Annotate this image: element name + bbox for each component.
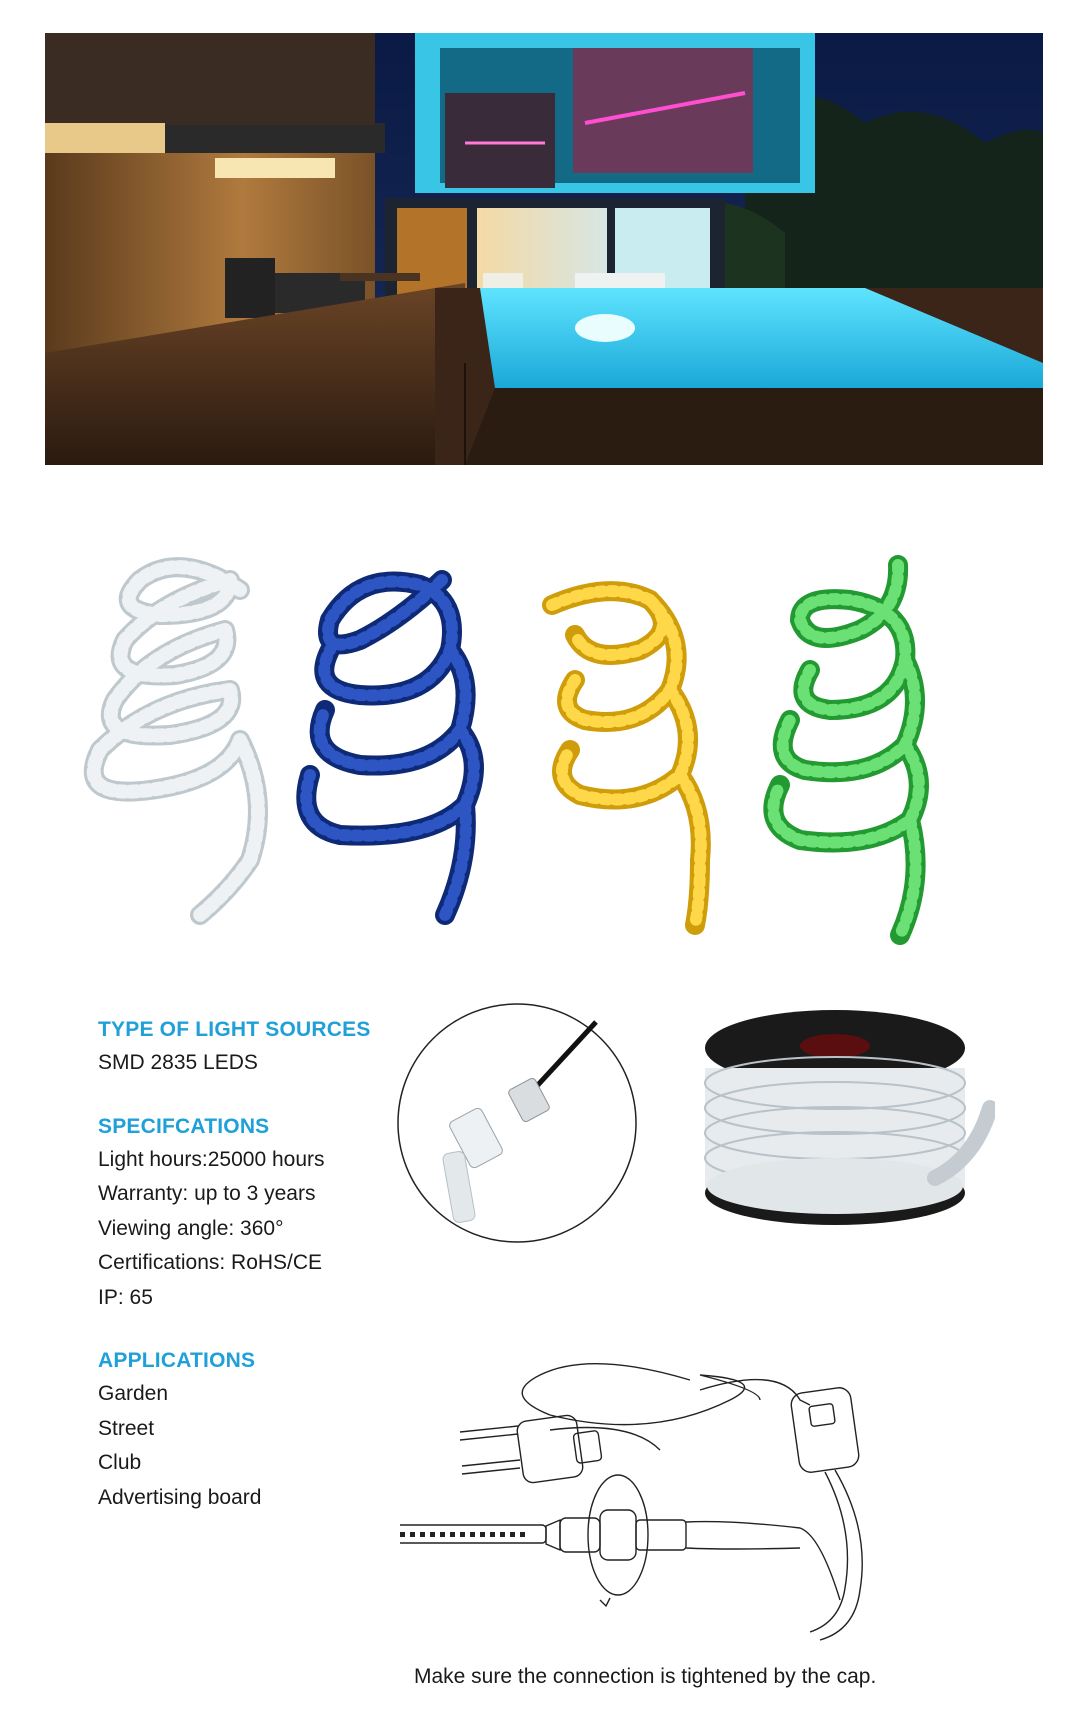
connector-closeup <box>396 1002 638 1244</box>
application-item: Garden <box>98 1382 169 1405</box>
spec-item: Certifications: RoHS/CE <box>98 1251 323 1274</box>
rope-light-green <box>773 565 919 935</box>
rope-light-blue <box>306 580 474 915</box>
applications-heading: APPLICATIONS <box>98 1349 256 1372</box>
application-item: Advertising board <box>98 1485 262 1509</box>
power-plug-diagram <box>400 1360 960 1650</box>
application-item: Club <box>98 1451 142 1474</box>
application-item: Street <box>98 1416 155 1440</box>
rope-reel <box>695 1008 995 1233</box>
rope-light-yellow <box>552 591 701 925</box>
hero-photo <box>45 33 1043 465</box>
spec-panel <box>98 1018 428 1515</box>
rope-lights <box>0 540 1080 1000</box>
spec-item: IP: 65 <box>98 1285 153 1309</box>
spec-item: Warranty: up to 3 years <box>98 1182 316 1205</box>
light-source-item: SMD 2835 LEDS <box>98 1051 258 1074</box>
spec-item: Light hours:25000 hours <box>98 1147 325 1171</box>
rope-light-white <box>94 567 258 915</box>
specifications-heading: SPECIFCATIONS <box>98 1114 270 1138</box>
connection-caption: Make sure the connection is tightened by the cap. <box>414 1665 877 1688</box>
spec-item: Viewing angle: 360° <box>98 1216 284 1240</box>
light-sources-heading: TYPE OF LIGHT SOURCES <box>98 1018 371 1041</box>
